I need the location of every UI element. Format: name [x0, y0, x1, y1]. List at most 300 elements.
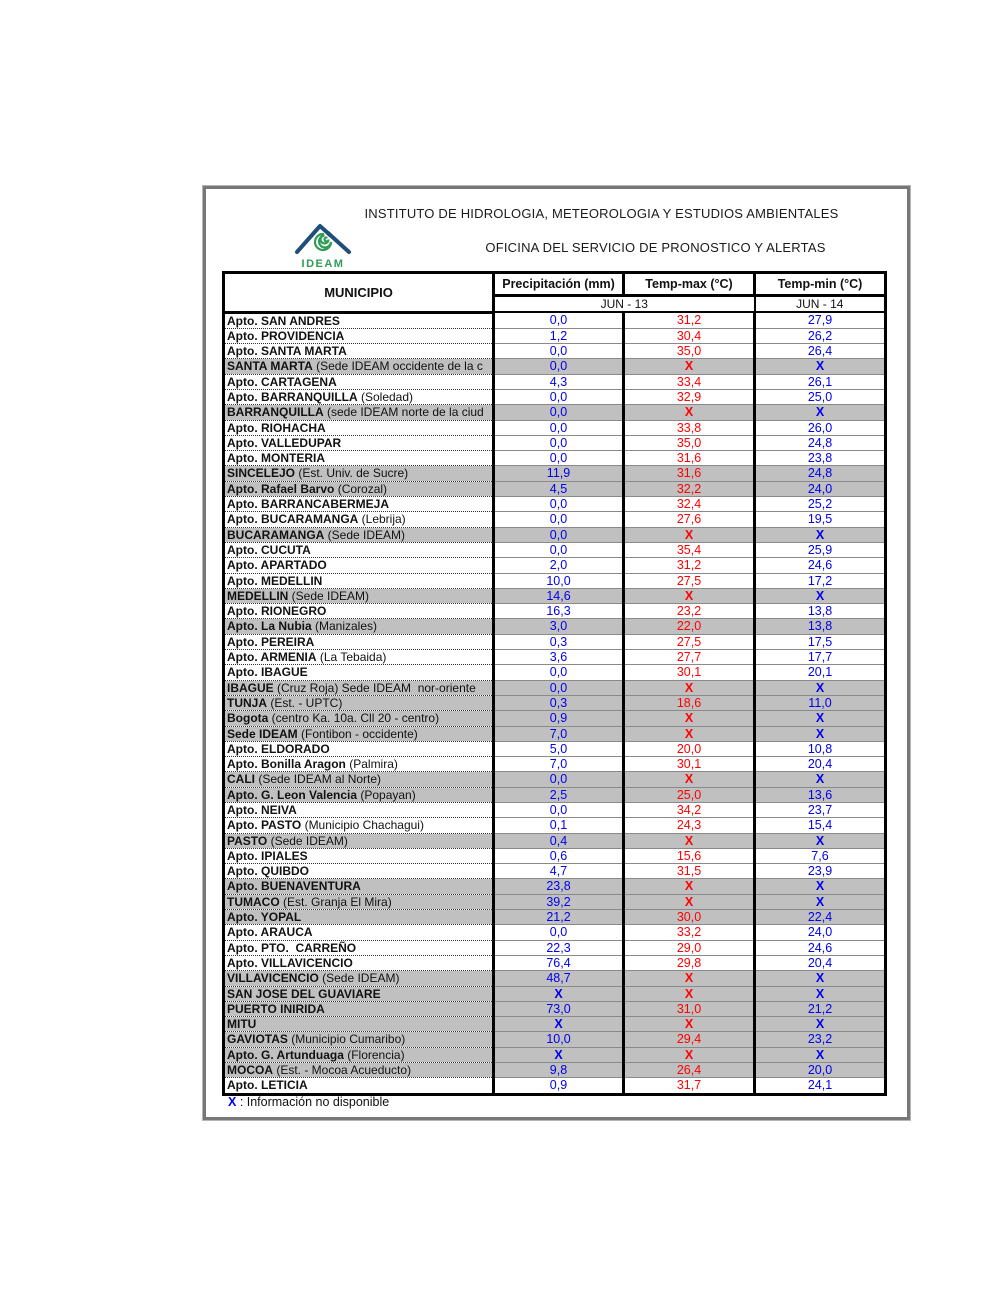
municipality-cell	[224, 1047, 494, 1062]
table-row	[224, 726, 886, 741]
table-row	[224, 619, 886, 634]
municipality-detail: (Corozal)	[334, 481, 388, 496]
col-header-temp-max: Temp-max (°C)	[624, 273, 755, 296]
table-row	[224, 588, 886, 603]
municipality-cell	[224, 359, 494, 374]
precipitation-value: 0,6	[494, 848, 624, 863]
municipality-cell	[224, 971, 494, 986]
precipitation-value: 21,2	[494, 910, 624, 925]
table-body	[224, 312, 886, 1094]
municipality-cell	[224, 481, 494, 496]
municipality-name: Apto. BARRANCABERMEJA	[227, 497, 389, 512]
temp-min-value: 7,6	[755, 848, 886, 863]
precipitation-value: 10,0	[494, 1032, 624, 1047]
table-row	[224, 634, 886, 649]
temp-min-value: 24,6	[755, 940, 886, 955]
table-row	[224, 864, 886, 879]
temp-max-value: X	[624, 726, 755, 741]
municipality-cell	[224, 1078, 494, 1094]
footnote-text: : Información no disponible	[236, 1095, 390, 1109]
municipality-cell	[224, 466, 494, 481]
precipitation-value: 0,0	[494, 803, 624, 818]
precipitation-value: 0,3	[494, 634, 624, 649]
table-row	[224, 328, 886, 343]
municipality-name: Apto. BUCARAMANGA	[227, 512, 359, 527]
temp-max-value: 26,4	[624, 1063, 755, 1078]
precipitation-value: 0,0	[494, 344, 624, 359]
municipality-name: Apto. BUENAVENTURA	[227, 879, 361, 894]
municipality-name: Apto. SAN ANDRES	[227, 313, 340, 328]
table-row	[224, 879, 886, 894]
municipality-name: MOCOA	[227, 1063, 273, 1078]
temp-min-value: 10,8	[755, 741, 886, 756]
municipality-detail: (Sede IDEAM)	[288, 588, 370, 603]
table-row	[224, 481, 886, 496]
temp-min-value: 23,2	[755, 1032, 886, 1047]
precipitation-value: 3,0	[494, 619, 624, 634]
precipitation-value: 73,0	[494, 1001, 624, 1016]
municipality-cell	[224, 787, 494, 802]
table-row	[224, 389, 886, 404]
municipality-cell	[224, 818, 494, 833]
municipality-name: MITU	[227, 1017, 257, 1032]
col-header-temp-min: Temp-min (°C)	[755, 273, 886, 296]
table-row	[224, 1017, 886, 1032]
municipality-name: Apto. G. Artunduaga	[227, 1047, 344, 1062]
municipality-name: Apto. YOPAL	[227, 910, 302, 925]
precipitation-value: 39,2	[494, 894, 624, 909]
temp-max-value: 30,4	[624, 328, 755, 343]
table-row	[224, 359, 886, 374]
table-row	[224, 940, 886, 955]
ideam-mountain-icon	[294, 221, 352, 255]
municipality-name: PUERTO INIRIDA	[227, 1001, 325, 1016]
municipality-cell	[224, 940, 494, 955]
municipality-cell	[224, 757, 494, 772]
precipitation-value: 0,0	[494, 451, 624, 466]
temp-max-value: 31,7	[624, 1078, 755, 1094]
temp-min-value: X	[755, 894, 886, 909]
municipality-name: Apto. SANTA MARTA	[227, 344, 347, 359]
municipality-name: Apto. PTO. CARREÑO	[227, 940, 357, 955]
municipality-cell	[224, 741, 494, 756]
municipality-name: TUMACO	[227, 894, 280, 909]
municipality-cell	[224, 405, 494, 420]
municipality-cell	[224, 312, 494, 328]
temp-max-value: 27,5	[624, 573, 755, 588]
table-row	[224, 1032, 886, 1047]
municipality-name: Apto. ELDORADO	[227, 741, 330, 756]
temp-max-value: 32,2	[624, 481, 755, 496]
table-row	[224, 558, 886, 573]
municipality-cell	[224, 435, 494, 450]
municipality-cell	[224, 542, 494, 557]
municipality-name: Apto. IPIALES	[227, 848, 308, 863]
temp-max-value: 29,0	[624, 940, 755, 955]
temp-max-value: X	[624, 772, 755, 787]
temp-max-value: 29,8	[624, 955, 755, 970]
table-row	[224, 803, 886, 818]
col-header-precipitation: Precipitación (mm)	[494, 273, 624, 296]
precipitation-value: 4,3	[494, 374, 624, 389]
municipality-cell	[224, 1017, 494, 1032]
municipality-name: Bogota	[227, 711, 269, 726]
municipality-name: TUNJA	[227, 695, 268, 710]
precipitation-value: 0,0	[494, 527, 624, 542]
table-row	[224, 757, 886, 772]
temp-min-value: 21,2	[755, 1001, 886, 1016]
precipitation-value: X	[494, 1017, 624, 1032]
table-row	[224, 910, 886, 925]
municipality-detail: (Est. - UPTC)	[267, 695, 343, 710]
municipality-cell	[224, 328, 494, 343]
municipality-detail: (Sede IDEAM)	[267, 833, 348, 848]
temp-max-value: 22,0	[624, 619, 755, 634]
temp-max-value: 31,2	[624, 558, 755, 573]
municipality-cell	[224, 650, 494, 665]
temp-min-value: 15,4	[755, 818, 886, 833]
temp-min-value: 26,0	[755, 420, 886, 435]
temp-max-value: X	[624, 833, 755, 848]
temp-min-value: X	[755, 359, 886, 374]
municipality-detail: (Cruz Roja) Sede IDEAM nor-oriente	[273, 680, 476, 695]
temp-min-value: X	[755, 405, 886, 420]
temp-max-value: 32,9	[624, 389, 755, 404]
municipality-name: MEDELLIN	[227, 588, 289, 603]
municipality-cell	[224, 711, 494, 726]
temp-min-value: X	[755, 1017, 886, 1032]
municipality-name: Apto. VALLEDUPAR	[227, 435, 342, 450]
precipitation-value: 23,8	[494, 879, 624, 894]
municipality-detail: (Est. - Mocoa Acueducto)	[273, 1063, 412, 1078]
municipality-name: Apto. MONTERIA	[227, 451, 325, 466]
temp-min-value: 26,4	[755, 344, 886, 359]
precipitation-value: 0,0	[494, 312, 624, 328]
table-row	[224, 1047, 886, 1062]
temp-max-value: X	[624, 971, 755, 986]
municipality-cell	[224, 573, 494, 588]
temp-min-value: 22,4	[755, 910, 886, 925]
municipality-name: Apto. NEIVA	[227, 803, 297, 817]
temp-min-value: 25,2	[755, 497, 886, 512]
table-row	[224, 573, 886, 588]
temp-min-value: 19,5	[755, 512, 886, 527]
temp-max-value: X	[624, 1017, 755, 1032]
precipitation-value: X	[494, 1047, 624, 1062]
office-subtitle: OFICINA DEL SERVICIO DE PRONOSTICO Y ALERTAS	[485, 240, 826, 255]
temp-max-value: X	[624, 711, 755, 726]
temp-min-value: 23,7	[755, 803, 886, 818]
table-row	[224, 650, 886, 665]
temp-min-value: X	[755, 772, 886, 787]
table-row	[224, 542, 886, 557]
temp-min-value: X	[755, 527, 886, 542]
temp-max-value: X	[624, 986, 755, 1001]
municipality-detail: (Manizales)	[311, 619, 378, 634]
municipality-cell	[224, 527, 494, 542]
temp-min-value: 25,0	[755, 389, 886, 404]
precipitation-value: X	[494, 986, 624, 1001]
municipality-name: SANTA MARTA	[227, 359, 313, 374]
municipality-detail: (Sede IDEAM)	[318, 971, 400, 986]
precipitation-value: 0,4	[494, 833, 624, 848]
municipality-detail: (Sede IDEAM)	[324, 527, 406, 542]
temp-max-value: 31,6	[624, 451, 755, 466]
municipality-cell	[224, 726, 494, 741]
municipality-cell	[224, 634, 494, 649]
municipality-detail: (Est. Univ. de Sucre)	[295, 466, 409, 481]
temp-max-value: 15,6	[624, 848, 755, 863]
precipitation-value: 0,0	[494, 772, 624, 787]
precipitation-value: 0,0	[494, 405, 624, 420]
temp-max-value: X	[624, 359, 755, 374]
temp-min-value: 23,9	[755, 864, 886, 879]
precipitation-value: 2,5	[494, 787, 624, 802]
table-row	[224, 1078, 886, 1094]
temp-min-value: 13,8	[755, 619, 886, 634]
precipitation-value: 2,0	[494, 558, 624, 573]
temp-min-value: 26,2	[755, 328, 886, 343]
table-row	[224, 374, 886, 389]
temp-max-value: X	[624, 588, 755, 603]
temp-max-value: 27,6	[624, 512, 755, 527]
institute-title: INSTITUTO DE HIDROLOGIA, METEOROLOGIA Y ESTUDIOS AMBIENTALES	[364, 206, 839, 221]
municipality-cell	[224, 803, 494, 818]
municipality-cell	[224, 665, 494, 680]
table-row	[224, 772, 886, 787]
footnote-x-symbol: X	[228, 1095, 237, 1109]
municipality-cell	[224, 695, 494, 710]
precipitation-value: 0,0	[494, 389, 624, 404]
municipality-cell	[224, 588, 494, 603]
temp-min-value: 24,8	[755, 435, 886, 450]
table-row	[224, 1001, 886, 1016]
temp-max-value: 18,6	[624, 695, 755, 710]
municipality-detail: (centro Ka. 10a. Cll 20 - centro)	[268, 711, 440, 726]
temp-max-value: X	[624, 1047, 755, 1062]
temp-max-value: 24,3	[624, 818, 755, 833]
table-row	[224, 741, 886, 756]
temp-max-value: X	[624, 527, 755, 542]
temp-max-value: X	[624, 680, 755, 695]
table-row	[224, 604, 886, 619]
precipitation-value: 5,0	[494, 741, 624, 756]
municipality-cell	[224, 833, 494, 848]
municipality-cell	[224, 619, 494, 634]
municipality-name: PASTO	[227, 833, 268, 848]
period-jun-13: JUN - 13	[494, 296, 755, 313]
municipality-name: Apto. ARAUCA	[227, 925, 313, 940]
table-row	[224, 711, 886, 726]
temp-min-value: 20,4	[755, 955, 886, 970]
temp-max-value: 34,2	[624, 803, 755, 818]
temp-max-value: 31,0	[624, 1001, 755, 1016]
municipality-cell	[224, 848, 494, 863]
municipality-detail: (Est. Granja El Mira)	[279, 894, 392, 909]
ideam-logo	[292, 221, 354, 270]
precipitation-value: 7,0	[494, 757, 624, 772]
precipitation-value: 7,0	[494, 726, 624, 741]
municipality-cell	[224, 894, 494, 909]
municipality-cell	[224, 512, 494, 527]
table-row	[224, 435, 886, 450]
temp-max-value: X	[624, 405, 755, 420]
footnote	[228, 1095, 389, 1109]
municipality-name: Apto. G. Leon Valencia	[227, 787, 358, 802]
municipality-name: SINCELEJO	[227, 466, 296, 481]
municipality-detail: (La Tebaida)	[316, 650, 387, 665]
temp-min-value: X	[755, 588, 886, 603]
temp-max-value: 29,4	[624, 1032, 755, 1047]
municipality-name: Apto. LETICIA	[227, 1078, 308, 1093]
temp-min-value: 20,1	[755, 665, 886, 680]
precipitation-value: 16,3	[494, 604, 624, 619]
municipality-cell	[224, 497, 494, 512]
municipality-cell	[224, 344, 494, 359]
precipitation-value: 11,9	[494, 466, 624, 481]
precipitation-value: 0,0	[494, 497, 624, 512]
temp-min-value: 13,6	[755, 787, 886, 802]
temp-max-value: 35,4	[624, 542, 755, 557]
municipality-name: Apto. PROVIDENCIA	[227, 328, 345, 343]
precipitation-value: 3,6	[494, 650, 624, 665]
municipality-name: CALI	[227, 772, 255, 787]
precipitation-value: 0,9	[494, 1078, 624, 1094]
temp-min-value: 24,8	[755, 466, 886, 481]
document-frame	[203, 186, 910, 1120]
period-jun-14: JUN - 14	[755, 296, 886, 313]
temp-min-value: 24,1	[755, 1078, 886, 1094]
temp-min-value: 24,6	[755, 558, 886, 573]
municipality-detail: (Municipio Chachagui)	[301, 818, 424, 833]
table-header	[224, 273, 886, 313]
precipitation-value: 76,4	[494, 955, 624, 970]
municipality-cell	[224, 772, 494, 787]
temp-max-value: 31,6	[624, 466, 755, 481]
temp-min-value: X	[755, 971, 886, 986]
temp-max-value: 30,1	[624, 665, 755, 680]
municipality-name: Apto. CUCUTA	[227, 542, 311, 557]
temp-min-value: 11,0	[755, 695, 886, 710]
precipitation-value: 1,2	[494, 328, 624, 343]
temp-min-value: X	[755, 680, 886, 695]
temp-min-value: X	[755, 726, 886, 741]
municipality-cell	[224, 558, 494, 573]
precipitation-value: 0,0	[494, 359, 624, 374]
table-row	[224, 344, 886, 359]
precipitation-value: 48,7	[494, 971, 624, 986]
precipitation-value: 14,6	[494, 588, 624, 603]
temp-min-value: X	[755, 879, 886, 894]
municipality-cell	[224, 374, 494, 389]
table-row	[224, 1063, 886, 1078]
table-row	[224, 818, 886, 833]
municipality-name: Apto. VILLAVICENCIO	[227, 955, 353, 970]
precipitation-value: 4,7	[494, 864, 624, 879]
municipality-name: Apto. PASTO	[227, 818, 302, 833]
municipality-name: Apto. ARMENIA	[227, 650, 317, 665]
temp-max-value: 35,0	[624, 435, 755, 450]
table-row	[224, 971, 886, 986]
temp-min-value: 27,9	[755, 312, 886, 328]
temp-max-value: 31,2	[624, 312, 755, 328]
municipality-name: BUCARAMANGA	[227, 527, 325, 542]
temp-min-value: 17,7	[755, 650, 886, 665]
temp-max-value: 23,2	[624, 604, 755, 619]
temp-max-value: 27,7	[624, 650, 755, 665]
temp-min-value: 23,8	[755, 451, 886, 466]
municipality-detail: (Florencia)	[343, 1047, 405, 1062]
temp-max-value: 25,0	[624, 787, 755, 802]
temp-min-value: 26,1	[755, 374, 886, 389]
municipality-detail: (Popayan)	[357, 787, 416, 802]
municipality-cell	[224, 910, 494, 925]
municipality-cell	[224, 955, 494, 970]
temp-min-value: X	[755, 711, 886, 726]
municipality-name: Sede IDEAM	[227, 726, 298, 741]
municipality-name: Apto. BARRANQUILLA	[227, 389, 358, 404]
municipality-detail: (Sede IDEAM occidente de la c	[312, 359, 483, 374]
temp-min-value: 24,0	[755, 925, 886, 940]
temp-min-value: X	[755, 986, 886, 1001]
municipality-cell	[224, 879, 494, 894]
table-row	[224, 527, 886, 542]
municipality-name: Apto. Bonilla Aragon	[227, 757, 346, 772]
municipality-detail: (Palmira)	[345, 757, 398, 772]
municipality-detail: (sede IDEAM norte de la ciud	[323, 405, 484, 420]
municipality-cell	[224, 1001, 494, 1016]
municipality-name: GAVIOTAS	[227, 1032, 288, 1047]
temp-min-value: 20,4	[755, 757, 886, 772]
temp-min-value: 17,2	[755, 573, 886, 588]
municipality-name: Apto. APARTADO	[227, 558, 327, 573]
temp-min-value: X	[755, 833, 886, 848]
municipality-cell	[224, 389, 494, 404]
temp-min-value: 20,0	[755, 1063, 886, 1078]
municipality-cell	[224, 680, 494, 695]
table-row	[224, 787, 886, 802]
table-row	[224, 466, 886, 481]
temp-max-value: 30,1	[624, 757, 755, 772]
municipality-cell	[224, 925, 494, 940]
temp-max-value: 27,5	[624, 634, 755, 649]
temp-min-value: 13,8	[755, 604, 886, 619]
municipality-name: Apto. CARTAGENA	[227, 374, 337, 389]
table-row	[224, 986, 886, 1001]
temp-min-value: 25,9	[755, 542, 886, 557]
precipitation-value: 0,0	[494, 680, 624, 695]
municipality-detail: (Lebrija)	[358, 512, 406, 527]
temp-max-value: 32,4	[624, 497, 755, 512]
municipality-detail: (Fontibon - occidente)	[297, 726, 418, 741]
temp-max-value: 33,2	[624, 925, 755, 940]
municipality-cell	[224, 420, 494, 435]
precipitation-value: 22,3	[494, 940, 624, 955]
temp-max-value: 33,4	[624, 374, 755, 389]
table-row	[224, 312, 886, 328]
municipality-cell	[224, 986, 494, 1001]
precipitation-value: 0,0	[494, 542, 624, 557]
table-row	[224, 420, 886, 435]
municipality-name: BARRANQUILLA	[227, 405, 324, 420]
temp-max-value: 35,0	[624, 344, 755, 359]
temp-max-value: 33,8	[624, 420, 755, 435]
municipality-cell	[224, 604, 494, 619]
municipality-cell	[224, 1032, 494, 1047]
precipitation-value: 0,0	[494, 512, 624, 527]
table-row	[224, 497, 886, 512]
table-row	[224, 925, 886, 940]
